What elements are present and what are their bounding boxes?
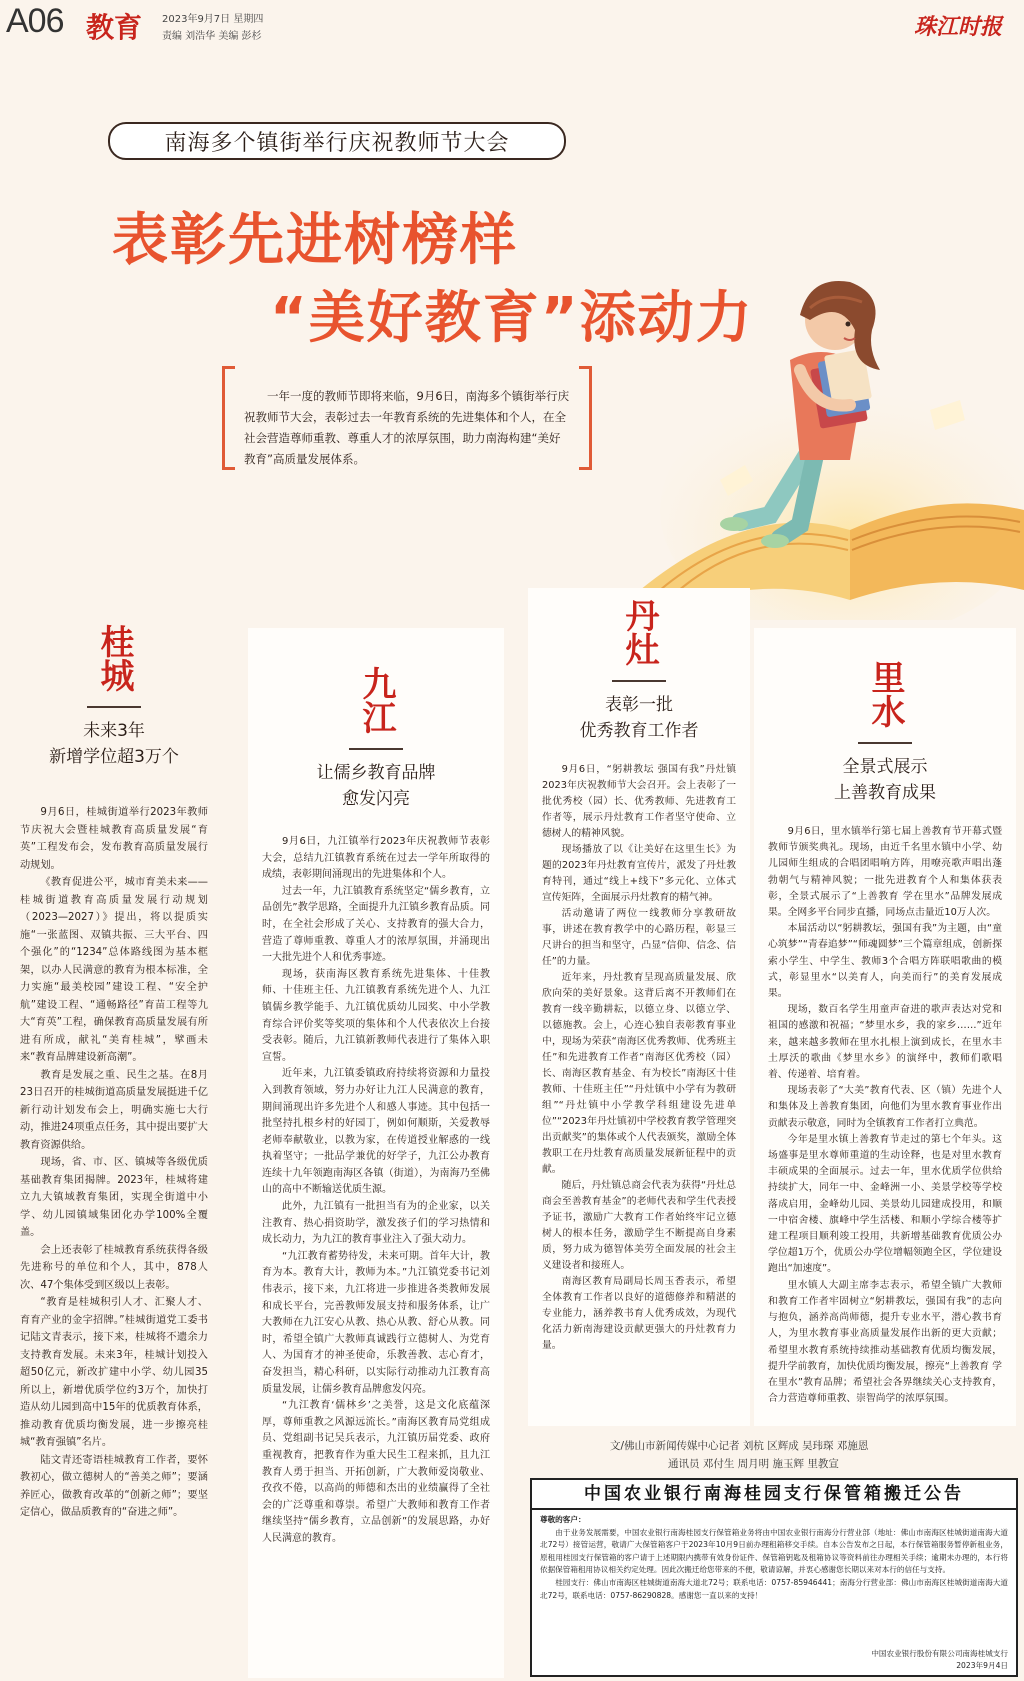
headline-line-2: “美好教育”添动力 (270, 286, 754, 351)
paragraph: 教育是发展之重、民生之基。在8月23日召开的桂城街道高质量发展挺进千亿新行动计划发布会上，明确实施七大行动，推进24项重点任务，其中提出要扩大教育资源供给。 (20, 1069, 208, 1151)
divider (349, 748, 403, 750)
notice-title: 中国农业银行南海桂园支行保管箱搬迁公告 (532, 1480, 1016, 1510)
notice-signature: 中国农业银行股份有限公司南海桂城支行 (871, 1649, 1008, 1658)
headline-line-1: 表彰先进树榜样 (112, 208, 518, 273)
column-subtitle: 让儒乡教育品牌 愈发闪亮 (316, 763, 436, 809)
paragraph: 今年是里水镇上善教育节走过的第七个年头。这场盛事是里水尊师重道的生动诠释，也是对里水教育丰硕成果的全面展示。过去一年，里水优质学位供给持续扩大，同年一中、金峰洲一小、美景学校等学校落成启用，金峰幼儿园、美景幼儿园建成投用，和顺一中宿舍楼、旗峰中学生活楼、和顺小学综合楼等扩建工程项目顺利竣工投用，共新增基础教育优质公办学位超1万个，优质公办学位增幅领跑全区，学位建设跑出“加速度”。 (768, 1133, 1002, 1275)
article-body (20, 804, 208, 1522)
divider (612, 680, 666, 682)
column-subtitle: 表彰一批 优秀教育工作者 (579, 695, 699, 741)
article-column-lishui (754, 628, 1016, 1426)
paragraph: 活动邀请了两位一线教师分享教研故事，讲述在教育教学中的心路历程，彰显三尺讲台的担当和坚守，凸显“信仰、信念、信任”的力量。 (542, 908, 736, 967)
town-name: 丹灶 (619, 598, 659, 666)
paragraph: 现场，获南海区教育系统先进集体、十佳教师、十佳班主任、九江镇教育系统先进个人、九江镇儒乡教学能手、九江镇优质幼儿园奖、中小学教育综合评价奖等奖项的集体和个人代表依次上台接受表彰。随后，九江镇新教师代表进行了集体入职宣誓。 (262, 968, 490, 1063)
town-name: 桂城 (94, 624, 134, 692)
paragraph: 现场播放了以《让美好在这里生长》为题的2023年丹灶教育宣传片，派发了丹灶教育特刊，通过“线上+线下”多元化、立体式宣传矩阵，全面展示丹灶教育的精气神。 (542, 844, 736, 903)
correspondent-credits: 通讯员 邓付生 周月明 施玉辉 里教宣 (668, 1458, 839, 1470)
notice-salutation: 尊敬的客户： (540, 1515, 586, 1524)
article-body (542, 762, 736, 1354)
paragraph: 此外，九江镇有一批担当有为的企业家，以关注教育、热心捐资助学，激发孩子们的学习热情和成长动力，为九江的教育事业注入了强大动力。 (262, 1201, 490, 1246)
column-subtitle: 全景式展示 上善教育成果 (834, 757, 936, 803)
article-body (768, 824, 1002, 1407)
paragraph: 里水镇人大副主席李志表示，希望全镇广大教师和教育工作者牢固树立“躬耕教坛，强国有我”的志向与抱负，涵养高尚师德，提升专业水平，潜心教书育人，为里水教育事业高质量发展作出新的更大贡献；希望里水教育系统持续推动基础教育优质均衡发展，提升学前教育，加快优质均衡发展，擦亮“上善教育 学在里水”教育品牌；希望社会各界继续关心支持教育，合力营造尊师重教、崇智尚学的浓厚氛围。 (768, 1279, 1002, 1405)
lead-paragraph: 一年一度的教师节即将来临，9月6日，南海多个镇街举行庆祝教师节大会，表彰过去一年教育系统的先进集体和个人，在全社会营造尊师重教、尊重人才的浓厚氛围，助力南海构建“美好教育”高质量发展体系。 (244, 389, 570, 466)
right-bracket (579, 366, 592, 470)
paragraph: 近年来，九江镇委镇政府持续将资源和力量投入到教育领域，努力办好让九江人民满意的教育，期间涌现出许多先进个人和感人事迹。其中包括一批坚持扎根乡村的好园丁，例如何顺斯，关爱教辱老师奉献敬业，以教为家，在传道授业解惑的一线执着坚守；一批品学兼优的好学子，九江公办教育连续十九年领跑南海区各镇（街道），为南海乃至佛山的高中不断输送优质生源。 (262, 1068, 490, 1196)
paragraph: 《教育促进公平，城市育美未来——桂城街道教育高质量发展行动规划（2023—2027）》提出，将以提质实施“一张蓝图、双镇共振、三大平台、四个强化”的“1234”总体路线图为基本框架，以办人民满意的教育为根本标准，全力实施“最美校园”建设工程、“安全护航”建设工程、“通畅路径”育苗工程等九大“育英”工程，确保教育高质量发展有所进有所成，献礼“美育桂城”，擘画未来“教育品牌建设新高潮”。 (20, 877, 208, 1063)
page-number: A06 (6, 2, 64, 40)
paragraph: “九江教育‘儒林乡’之美誉，这是文化底蕴深厚，尊师重教之风源远流长。”南海区教育局党组成员、党组副书记吴兵表示，九江镇历届党委、政府重视教育，把教育作为重大民生工程来抓，且九江教育人勇于担当、开拓创新，广大教师爱岗敬业、孜孜不倦，以高尚的师德和杰出的业绩赢得了全社会的广泛尊重和尊崇。希望广大教师和教育工作者继续坚持“儒乡教育，立品创新”的发展思路，办好人民满意的教育。 (262, 1400, 490, 1544)
paragraph: 过去一年，九江镇教育系统坚定“儒乡教育，立品创先”教学思路，全面提升九江镇乡教育品质。同时，在全社会形成了关心、支持教育的强大合力，营造了尊师重教、尊重人才的浓厚氛围，并涌现出一大批先进个人和优秀事迹。 (262, 885, 490, 964)
left-bracket (222, 366, 235, 470)
divider (858, 742, 912, 744)
town-name: 里水 (865, 660, 905, 728)
paragraph: 9月6日，九江镇举行2023年庆祝教师节表彰大会，总结九江镇教育系统在过去一学年所取得的成绩，表彰期间涌现出的先进集体和个人。 (262, 836, 490, 881)
paragraph: 9月6日，“躬耕教坛 强国有我”丹灶镇2023年庆祝教师节大会召开。会上表彰了一批优秀校（园）长、优秀教师、先进教育工作者等，展示丹灶教育工作者坚守使命、立德树人的精神风貌。 (542, 764, 736, 839)
paragraph: 会上还表彰了桂城教育系统获得各级先进称号的单位和个人，其中，878人次、47个集体受到区级以上表彰。 (20, 1244, 208, 1291)
notice-paragraph: 由于业务发展需要，中国农业银行南海桂园支行保管箱业务将由中国农业银行南海分行营业部（地址：佛山市南海区桂城街道南海大道北72号）接管运营，敬请广大保管箱客户于2023年10月9日前办理租箱移交手续。自本公告发布之日起，本行保管箱服务暂停新租业务，原租用桂园支行保管箱的客户请于上述期限内携带有效身份证件、保管箱钥匙及租箱协议等资料前往办理相关手续；逾期未办理的，本行将依据保管箱租用协议相关约定处理。因此次搬迁给您带来的不便，敬请谅解，并衷心感谢您长期以来对本行的信任与支持。 (540, 1527, 1008, 1575)
editor-credits: 责编 刘浩华 美编 彭杉 (162, 31, 262, 42)
article-column-guicheng (6, 620, 222, 1680)
paragraph: 本届活动以“躬耕教坛，强国有我”为主题，由“童心筑梦”“青春追梦”“师魂圆梦”三个篇章组成，创新探索小学生、中学生、教师3个合唱方阵联唱歌曲的模式，彰显里水“以美育人，向美而行”的美育发展成果。 (768, 923, 1002, 1000)
topic-banner: 南海多个镇街举行庆祝教师节大会 (108, 122, 566, 160)
article-column-jiujiang (248, 628, 504, 1678)
paragraph: 陆文青还寄语桂城教育工作者，要怀教初心，做立德树人的“善美之师”；要涵养匠心，做教育改革的“创新之师”；要坚定信心，做品质教育的“奋进之师”。 (20, 1454, 208, 1518)
column-subtitle: 未来3年 新增学位超3万个 (49, 721, 179, 767)
paragraph: “九江教育蓄势待发，未来可期。首年大计，教育为本。教育大计，教师为本。”九江镇党委书记刘伟表示，接下来，九江将进一步推进各类教师发展和成长平台，完善教师发展支持和服务体系，让广大教师在九江安心从教、热心从教、舒心从教。同时，希望全镇广大教师真诚践行立德树人、为党育人、为国育才的神圣使命，乐教善教、志心育才，奋发担当，精心科研，以实际行动推动九江教育高质量发展，让儒乡教育品牌愈发闪亮。 (262, 1250, 490, 1395)
article-column-danzao (528, 588, 750, 1426)
section-title: 教育 (86, 11, 143, 44)
paragraph: “教育是桂城积引人才、汇聚人才、育育产业的金字招牌。”桂城街道党工委书记陆文青表示，接下来，桂城将不遗余力支持教育发展。未来3年，桂城计划投入超50亿元，新改扩建中小学、幼儿园35所以上，新增优质学位约3万个，加快打造从幼儿园到高中15年的优质教育体系，推动教育优质均衡发展，进一步擦亮桂城“教育强镇”名片。 (20, 1297, 208, 1448)
paragraph: 近年来，丹灶教育呈现高质量发展、欣欣向荣的美好景象。这背后离不开教师们在教育一线辛勤耕耘，以德立身、以德立学、以德施教。会上，心连心独自表彰教育事业中，现场为荣获“南海区优秀教师、优秀班主任”和先进教育工作者“南海区优秀校（园）长、南海区教育基金、有为校长”南海区十佳教师、十佳班主任”“丹灶镇中小学有为教研组”“丹灶镇中小学教学科组建设先进单位”“2023年丹灶镇初中学校教育教学管理突出贡献奖”的集体或个人代表颁奖，激励全体教职工在丹灶教育高质量发展新征程中的贡献。 (542, 972, 736, 1175)
paragraph: 现场，省、市、区、镇城等各级优质基础教育集团揭牌。2023年，桂城将建立九大镇域教育集团，实现全街道中小学、幼儿园镇域集团化办学100%全覆盖。 (20, 1157, 208, 1238)
issue-date: 2023年9月7日 星期四 (162, 14, 264, 25)
bank-relocation-notice (530, 1478, 1018, 1677)
article-body (262, 834, 490, 1548)
notice-date: 2023年9月4日 (956, 1661, 1008, 1670)
paragraph: 9月6日，里水镇举行第七届上善教育节开幕式暨教师节颁奖典礼。现场，由近千名里水镇中小学、幼儿园师生组成的合唱团唱响方阵，用嘹亮歌声唱出蓬勃朝气与精神风貌；一批先进教育个人和集体获表彰，全景式展示了“上善教育 学在里水”品牌发展成果。全网多平台同步直播，同场点击量近10万人次。 (768, 826, 1002, 919)
notice-body (540, 1514, 1008, 1602)
divider (87, 706, 141, 708)
paragraph: 随后，丹灶镇总商会代表为获得“丹灶总商会至善教育基金”的老师代表和学生代表授予证书，激励广大教育工作者始终牢记立德树人的根本任务，激励学生不断提高自身素质，努力成为德智体美劳全面发展的社会主义建设者和接班人。 (542, 1180, 736, 1271)
paragraph: 南海区教育局副局长周玉香表示，希望全体教育工作者以良好的道德修养和精湛的专业能力，涵养教书育人优秀成效，为现代化活力新南海建设贡献更强大的丹灶教育力量。 (542, 1276, 736, 1351)
town-name: 九江 (356, 666, 396, 734)
paragraph: 9月6日，桂城街道举行2023年教师节庆祝大会暨桂城教育高质量发展“育英”工程发布会，发布教育高质量发展行动规划。 (20, 807, 208, 871)
notice-paragraph: 桂园支行：佛山市南海区桂城街道南海大道北72号；联系电话：0757-85946441；南海分行营业部：佛山市南海区桂城街道南海大道北72号，联系电话：0757-86290828。感谢您一直以来的支持！ (540, 1577, 1008, 1600)
lead-paragraph-box (222, 366, 592, 470)
paragraph: 现场，数百名学生用童声奋进的歌声表达对党和祖国的感激和祝福；“梦里水乡，我的家乡……”近年来，越来越多教师在里水扎根上演到成长，在里水丰土厚沃的歌曲《梦里水乡》的演绎中，教师们歌唱着、传递着、培育着。 (768, 1004, 1002, 1081)
newspaper-masthead: 珠江时报 (913, 14, 1002, 40)
reporter-credits: 文/佛山市新闻传媒中心记者 刘杭 区辉成 吴玮琛 邓施恩 (610, 1440, 869, 1452)
teacher-reading-illustration (600, 260, 1024, 620)
paragraph: 现场表彰了“大美”教育代表、区（镇）先进个人和集体及上善教育集团，向他们为里水教育事业作出贡献表示敬意，同时为全镇教育工作者打立典范。 (768, 1085, 1002, 1129)
